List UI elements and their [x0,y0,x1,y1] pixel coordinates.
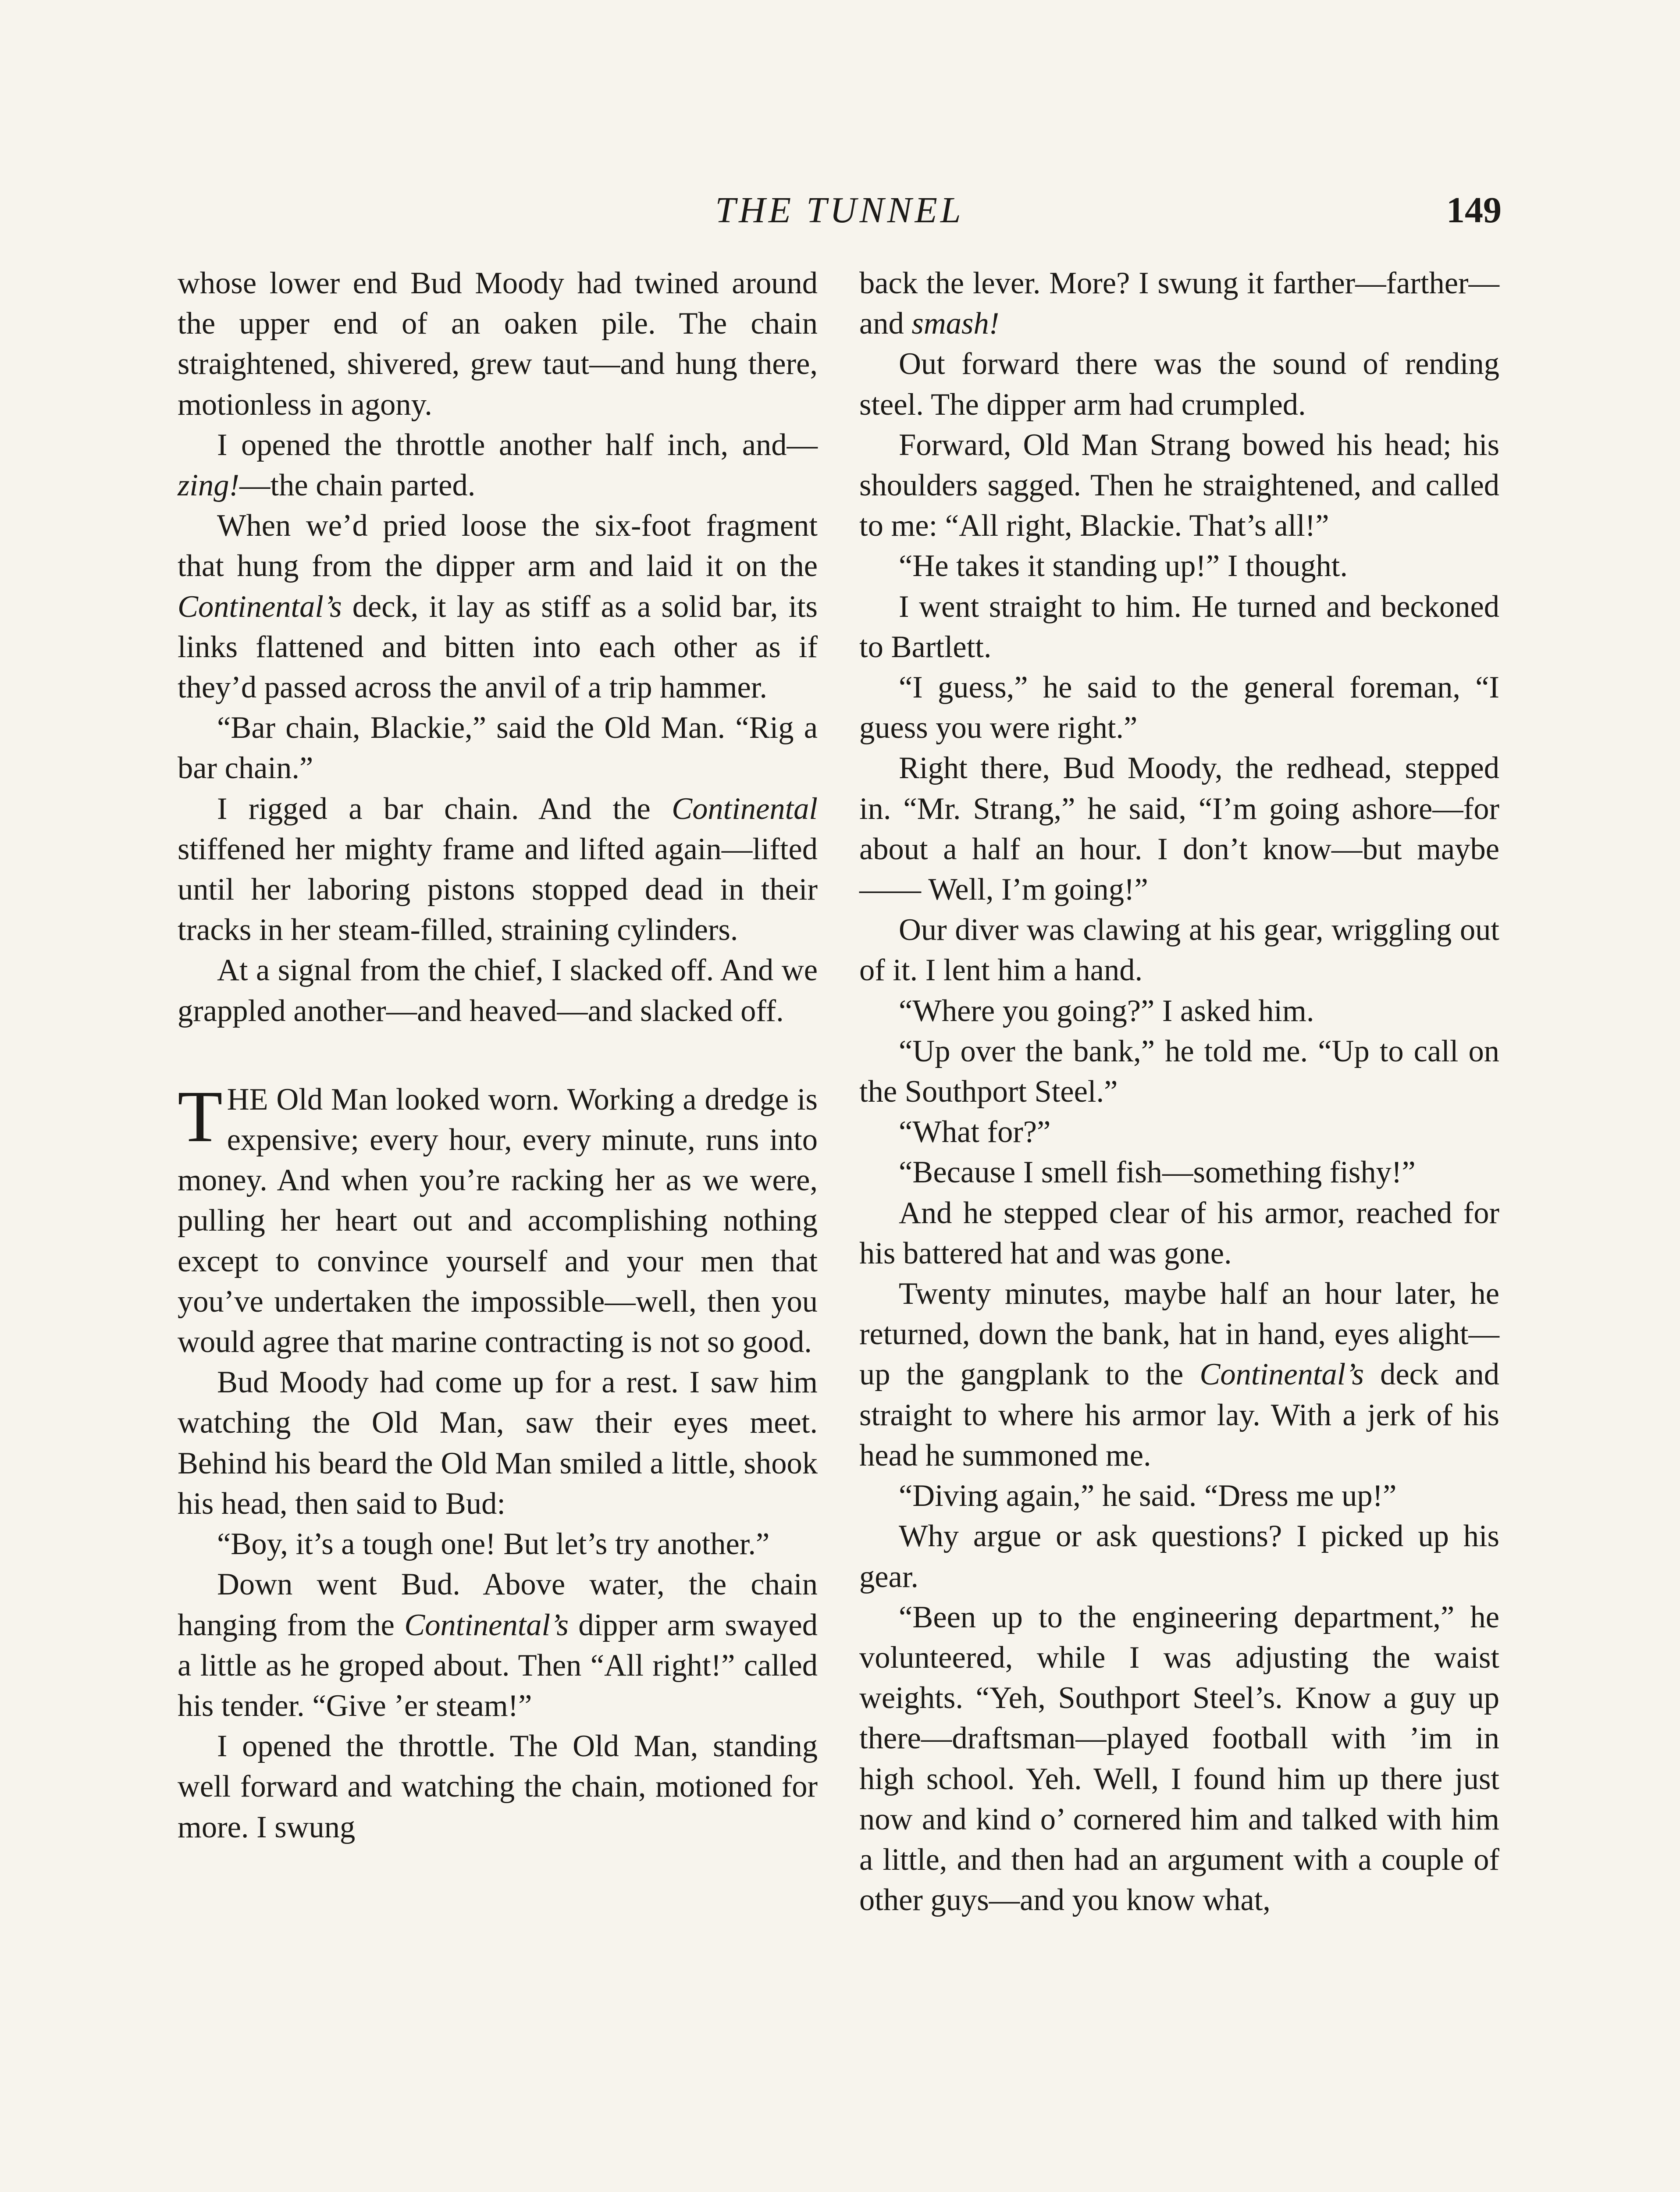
paragraph: “Bar chain, Blackie,” said the Old Man. “Rig a bar chain.” [178,711,818,786]
paragraph: “Up over the bank,” he told me. “Up to call on the Southport Steel.” [859,1034,1499,1109]
paragraph: Down went Bud. Above water, the chain hanging from the Continental’s dipper arm swayed a little as he groped about. Then “All right!” called his tender. “Give ’er steam!” [178,1567,818,1723]
paragraph: Out forward there was the sound of rending steel. The dipper arm had crumpled. [859,347,1499,422]
paragraph: “Diving again,” he said. “Dress me up!” [899,1479,1397,1513]
running-title: THE TUNNEL [715,190,964,231]
paragraph: Bud Moody had come up for a rest. I saw him watching the Old Man, saw their eyes meet. Behind his beard the Old Man smiled a little, shook his head, then said to Bud: [178,1365,818,1521]
running-head [178,184,1502,237]
paragraph: Twenty minutes, maybe half an hour later, he returned, down the bank, hat in hand, eyes alight—up the gangplank to the Continental’s deck and straight to where his armor lay. With a jerk of his head he summoned me. [859,1277,1499,1473]
left-column [178,263,818,1847]
paragraph: “Where you going?” I asked him. [899,993,1314,1028]
paragraph: At a signal from the chief, I slacked off. And we grappled another—and heaved—and slacked off. [178,953,818,1028]
ship-name: Continental’s [178,589,342,624]
paragraph: “I guess,” he said to the general foreman, “I guess you were right.” [859,670,1499,745]
right-column [859,263,1499,1920]
ship-name: Continental’s [1199,1357,1364,1392]
paragraph: Our diver was clawing at his gear, wriggling out of it. I lent him a hand. [859,913,1499,988]
paragraph: “Because I smell fish—something fishy!” [899,1155,1416,1190]
paragraph: Right there, Bud Moody, the redhead, stepped in. “Mr. Strang,” he said, “I’m going ashore—for about a half an hour. I don’t know—but maybe —— Well, I’m going!” [859,751,1499,907]
paragraph: “Been up to the engineering department,” he volunteered, while I was adjusting the waist weights. “Yeh, Southport Steel’s. Know a guy up there—draftsman—played football with ’im in high school. Yeh. Well, I found him up there just now and kind o’ cornered him and talked with him a little, and then had an argument with a couple of other guys—and you know what, [859,1600,1499,1918]
paragraph: “What for?” [899,1115,1051,1149]
paragraph: Forward, Old Man Strang bowed his head; his shoulders sagged. Then he straightened, and called to me: “All right, Blackie. That’s all!” [859,427,1499,543]
ship-name: Continental’s [404,1608,569,1642]
emphasis: smash! [911,306,1000,341]
paragraph: I went straight to him. He turned and beckoned to Bartlett. [859,589,1499,664]
page-number: 149 [1446,190,1502,231]
drop-cap: T [178,1075,223,1157]
paragraph: When we’d pried loose the six-foot fragment that hung from the dipper arm and laid it on the Continental’s deck, it lay as stiff as a solid bar, its links flattened and bitten into each other as if they’d passed across the anvil of a trip hammer. [178,509,818,705]
paragraph: whose lower end Bud Moody had twined around the upper end of an oaken pile. The chain straightened, shivered, grew taut—and hung there, motionless in agony. [178,266,818,422]
paragraph: I opened the throttle. The Old Man, standing well forward and watching the chain, motioned for more. I swung [178,1729,818,1844]
paragraph: back the lever. More? I swung it farther—farther—and smash! [859,266,1499,341]
paragraph: Why argue or ask questions? I picked up his gear. [859,1519,1499,1594]
paragraph: I opened the throttle another half inch, and—zing!—the chain parted. [178,427,818,503]
paragraph: “He takes it standing up!” I thought. [899,549,1348,584]
paragraph: “Boy, it’s a tough one! But let’s try another.” [217,1527,770,1562]
paragraph: And he stepped clear of his armor, reached for his battered hat and was gone. [859,1196,1499,1270]
emphasis: zing! [178,468,239,503]
section-start-paragraph: THE Old Man looked worn. Working a dredge is expensive; every hour, every minute, runs into money. And when you’re racking her as we were, pulling her heart out and accomplishing nothing except to convince yourself and your men that you’ve undertaken the impossible—well, then you would agree that marine contracting is not so good. [178,1075,818,1359]
ship-name: Continental [672,791,818,826]
paragraph: I rigged a bar chain. And the Continental stiffened her mighty frame and lifted again—lifted until her laboring pistons stopped dead in their tracks in her steam-filled, straining cylinders. [178,791,818,947]
